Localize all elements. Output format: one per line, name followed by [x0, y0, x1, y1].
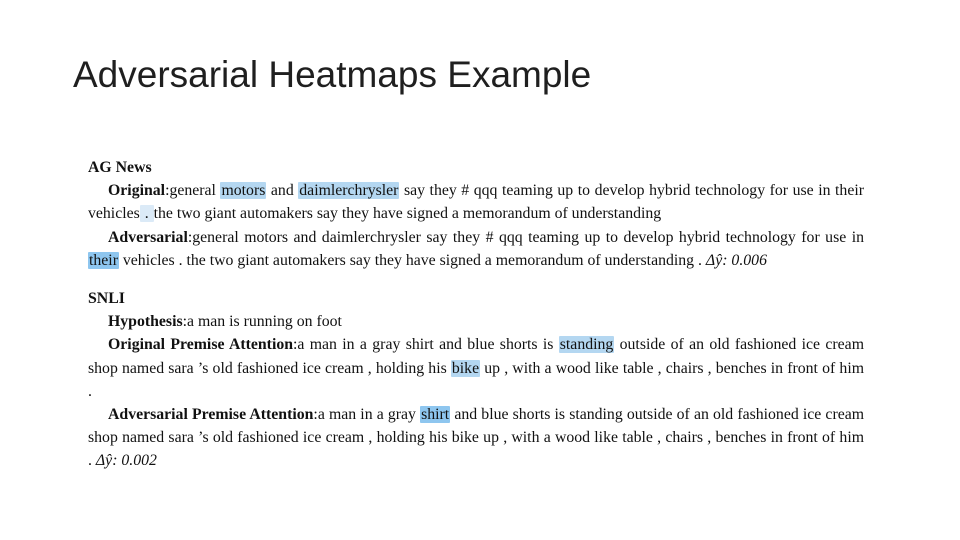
text-segment: general motors and daimlerchrysler say they # qqq teaming up to develop hybrid technology for use in	[192, 228, 864, 246]
adversarial-premise-label: Adversarial Premise Attention	[108, 406, 314, 424]
snli-hypothesis-paragraph: Hypothesis:a man is running on foot	[108, 313, 342, 331]
delta-value: 0.006	[731, 251, 767, 269]
delta-label: Δŷ:	[95, 452, 122, 470]
ag-news-adversarial-paragraph: Adversarial:general motors and daimlerchrysler say they # qqq teaming up to develop hybrid technology for use in their vehicles . the two giant automakers say they have signed a memorandum of understanding . Δŷ: 0.006	[89, 228, 864, 269]
highlighted-period: .	[140, 205, 153, 223]
section-heading-snli: SNLI	[88, 290, 125, 308]
text-segment: a man is running on foot	[187, 313, 342, 331]
section-heading-ag-news: AG News	[88, 159, 152, 176]
highlighted-word-standing: standing	[559, 336, 614, 354]
original-premise-label: Original Premise Attention	[108, 336, 294, 354]
ag-news-original-paragraph: Original:general motors and daimlerchrysler say they # qqq teaming up to develop hybrid technology for use in their vehicles . the two giant automakers say they have signed a memorandum of understanding	[88, 182, 864, 223]
original-label: Original	[108, 182, 166, 200]
text-segment: the two giant automakers say they have signed a memorandum of understanding	[153, 205, 662, 223]
text-segment: a man in a gray	[317, 406, 421, 424]
highlighted-word-bike: bike	[451, 359, 480, 377]
text-segment: and	[266, 182, 299, 200]
snli-adversarial-premise-paragraph: Adversarial Premise Attention:a man in a gray shirt and blue shorts is standing outside of an old fashioned ice cream shop named sara ’s old fashioned ice cream , holding his bike up , with a wood like table , chairs , benches in front of him . Δŷ: 0.002	[88, 406, 865, 470]
adversarial-label: Adversarial	[108, 228, 188, 246]
delta-label: Δŷ:	[705, 251, 732, 269]
hypothesis-label: Hypothesis	[108, 313, 183, 331]
text-segment: general	[169, 182, 221, 200]
snli-original-premise-paragraph: Original Premise Attention:a man in a gray shirt and blue shorts is standing outside of an old fashioned ice cream shop named sara ’s old fashioned ice cream , holding his bike up , with a wood like table , chairs , benches in front of him .	[88, 336, 864, 400]
highlighted-word-shirt: shirt	[421, 406, 450, 424]
text-segment: up , with a wood like table , chairs , benches in front of him .	[88, 359, 864, 400]
slide-title: Adversarial Heatmaps Example	[73, 54, 592, 95]
delta-value: 0.002	[121, 452, 157, 470]
highlighted-word-their: their	[89, 251, 118, 269]
text-segment: and blue shorts is standing outside of an old fashioned ice cream shop named sara ’s old fashioned ice cream , holding his bike up , with a wood like table , chairs , benches in front of him .	[88, 406, 865, 470]
text-segment: vehicles . the two giant automakers say they have signed a memorandum of understanding .	[118, 251, 706, 269]
text-segment: say they # qqq teaming up to develop hybrid technology for use in their vehicles	[88, 182, 864, 223]
highlighted-word-motors: motors	[221, 182, 266, 200]
text-segment: a man in a gray shirt and blue shorts is	[297, 336, 559, 354]
highlighted-word-daimlerchrysler: daimlerchrysler	[299, 182, 399, 200]
paper-figure	[88, 156, 864, 473]
text-segment: outside of an old fashioned ice cream shop named sara ’s old fashioned ice cream , holding his	[88, 336, 864, 377]
